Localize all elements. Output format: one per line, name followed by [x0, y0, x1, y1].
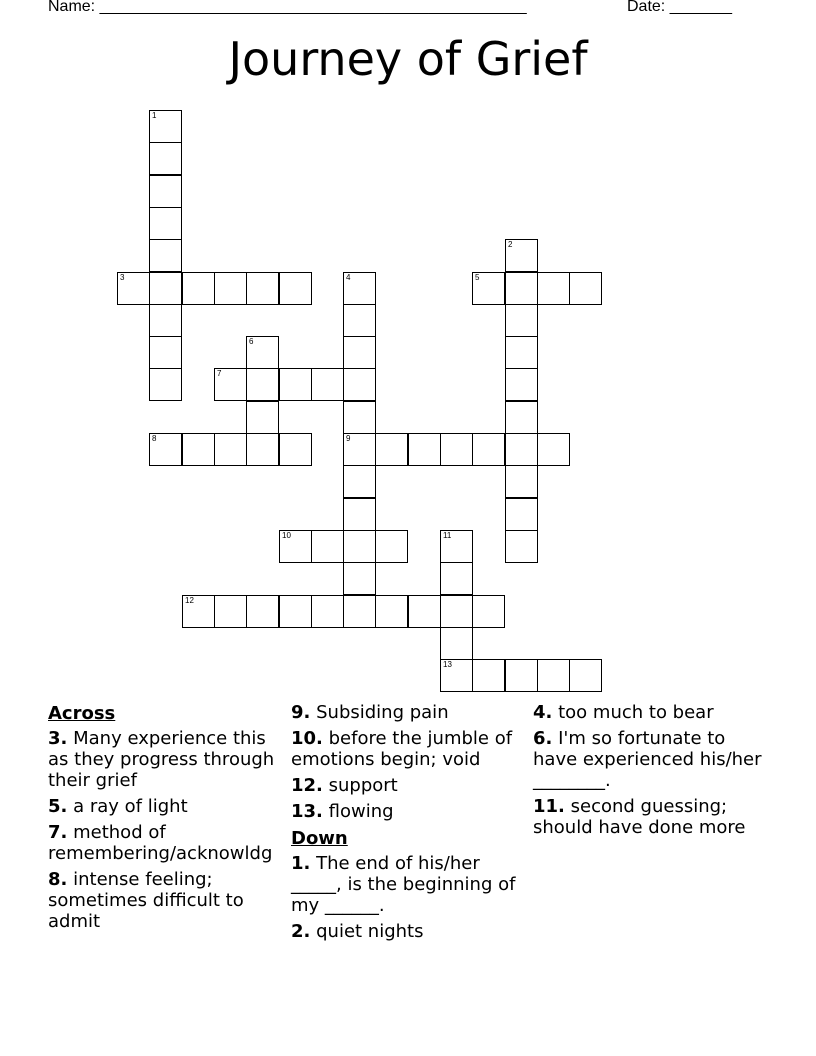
clues-column-3: [533, 702, 773, 843]
grid-cell[interactable]: [505, 498, 538, 531]
grid-cell[interactable]: [408, 433, 441, 466]
grid-cell[interactable]: [343, 562, 376, 595]
clue-across-10: 10. before the jumble of emotions begin; void: [291, 728, 513, 770]
grid-cell[interactable]: [343, 530, 376, 563]
clue-down-1: 1. The end of his/her _____, is the beginning of my ______.: [291, 853, 516, 916]
grid-cell[interactable]: [149, 304, 182, 337]
grid-clue-number: 13: [443, 660, 452, 669]
grid-cell[interactable]: [214, 433, 247, 466]
grid-cell[interactable]: [246, 433, 279, 466]
grid-cell[interactable]: [214, 595, 247, 628]
grid-cell[interactable]: [408, 595, 441, 628]
clues-column-1: [48, 702, 288, 937]
grid-clue-number: 3: [120, 273, 125, 282]
grid-clue-number: 4: [346, 273, 351, 282]
grid-cell[interactable]: [505, 336, 538, 369]
grid-cell[interactable]: [149, 207, 182, 240]
grid-cell[interactable]: [505, 465, 538, 498]
grid-cell[interactable]: [440, 530, 473, 563]
grid-cell[interactable]: [343, 304, 376, 337]
name-field: Name: ________________________________________________: [48, 0, 527, 15]
grid-clue-number: 6: [249, 337, 254, 346]
grid-cell[interactable]: [311, 595, 344, 628]
grid-cell[interactable]: [214, 368, 247, 401]
grid-cell[interactable]: [182, 595, 215, 628]
grid-cell[interactable]: [505, 272, 538, 305]
clue-across-8: 8. intense feeling; sometimes difficult to admit: [48, 869, 244, 932]
clue-across-12: 12. support: [291, 775, 398, 796]
grid-cell[interactable]: [149, 110, 182, 143]
clue-across-7: 7. method of remembering/acknowldg: [48, 822, 273, 864]
grid-cell[interactable]: [505, 401, 538, 434]
grid-cell[interactable]: [246, 368, 279, 401]
across-heading: Across: [48, 703, 116, 724]
grid-clue-number: 5: [475, 273, 480, 282]
grid-cell[interactable]: [440, 659, 473, 692]
grid-cell[interactable]: [440, 433, 473, 466]
grid-cell[interactable]: [149, 272, 182, 305]
grid-cell[interactable]: [537, 272, 570, 305]
grid-cell[interactable]: [375, 595, 408, 628]
grid-clue-number: 11: [443, 531, 452, 540]
clue-across-13: 13. flowing: [291, 801, 394, 822]
grid-cell[interactable]: [246, 336, 279, 369]
grid-cell[interactable]: [505, 368, 538, 401]
grid-cell[interactable]: [537, 659, 570, 692]
grid-cell[interactable]: [375, 530, 408, 563]
grid-clue-number: 2: [508, 240, 513, 249]
grid-cell[interactable]: [117, 272, 150, 305]
clue-across-3: 3. Many experience this as they progress through their grief: [48, 728, 275, 791]
grid-cell[interactable]: [472, 433, 505, 466]
grid-cell[interactable]: [505, 433, 538, 466]
clue-down-2: 2. quiet nights: [291, 921, 424, 942]
grid-cell[interactable]: [279, 272, 312, 305]
grid-cell[interactable]: [149, 433, 182, 466]
grid-cell[interactable]: [569, 272, 602, 305]
grid-cell[interactable]: [149, 368, 182, 401]
grid-cell[interactable]: [279, 433, 312, 466]
clue-across-9: 9. Subsiding pain: [291, 702, 449, 723]
grid-cell[interactable]: [343, 465, 376, 498]
grid-cell[interactable]: [505, 239, 538, 272]
grid-cell[interactable]: [569, 659, 602, 692]
grid-cell[interactable]: [375, 433, 408, 466]
grid-cell[interactable]: [343, 272, 376, 305]
grid-cell[interactable]: [343, 595, 376, 628]
grid-cell[interactable]: [311, 368, 344, 401]
grid-cell[interactable]: [149, 336, 182, 369]
grid-cell[interactable]: [279, 530, 312, 563]
grid-cell[interactable]: [505, 530, 538, 563]
clue-down-11: 11. second guessing; should have done more: [533, 796, 746, 838]
grid-clue-number: 1: [152, 111, 157, 120]
grid-cell[interactable]: [440, 627, 473, 660]
grid-cell[interactable]: [279, 595, 312, 628]
grid-cell[interactable]: [505, 659, 538, 692]
grid-clue-number: 10: [282, 531, 291, 540]
grid-cell[interactable]: [279, 368, 312, 401]
grid-clue-number: 12: [185, 596, 194, 605]
clue-down-6: 6. I'm so fortunate to have experienced his/her ________.: [533, 728, 762, 791]
grid-cell[interactable]: [472, 272, 505, 305]
grid-clue-number: 9: [346, 434, 351, 443]
grid-cell[interactable]: [537, 433, 570, 466]
grid-cell[interactable]: [149, 175, 182, 208]
grid-cell[interactable]: [343, 401, 376, 434]
grid-cell[interactable]: [149, 239, 182, 272]
grid-cell[interactable]: [505, 304, 538, 337]
clue-across-5: 5. a ray of light: [48, 796, 188, 817]
grid-cell[interactable]: [343, 498, 376, 531]
grid-cell[interactable]: [246, 595, 279, 628]
grid-clue-number: 7: [217, 369, 222, 378]
grid-cell[interactable]: [182, 272, 215, 305]
grid-cell[interactable]: [149, 142, 182, 175]
clue-down-4: 4. too much to bear: [533, 702, 714, 723]
grid-clue-number: 8: [152, 434, 157, 443]
grid-cell[interactable]: [182, 433, 215, 466]
grid-cell[interactable]: [343, 433, 376, 466]
grid-cell[interactable]: [311, 530, 344, 563]
clues-column-2: [291, 702, 531, 947]
grid-cell[interactable]: [472, 659, 505, 692]
grid-cell[interactable]: [440, 595, 473, 628]
grid-cell[interactable]: [246, 272, 279, 305]
grid-cell[interactable]: [246, 401, 279, 434]
down-heading: Down: [291, 828, 348, 849]
grid-cell[interactable]: [472, 595, 505, 628]
grid-cell[interactable]: [343, 336, 376, 369]
page-title: Journey of Grief: [228, 32, 588, 86]
grid-cell[interactable]: [440, 562, 473, 595]
grid-cell[interactable]: [214, 272, 247, 305]
grid-cell[interactable]: [343, 368, 376, 401]
date-field: Date: _______: [627, 0, 732, 15]
